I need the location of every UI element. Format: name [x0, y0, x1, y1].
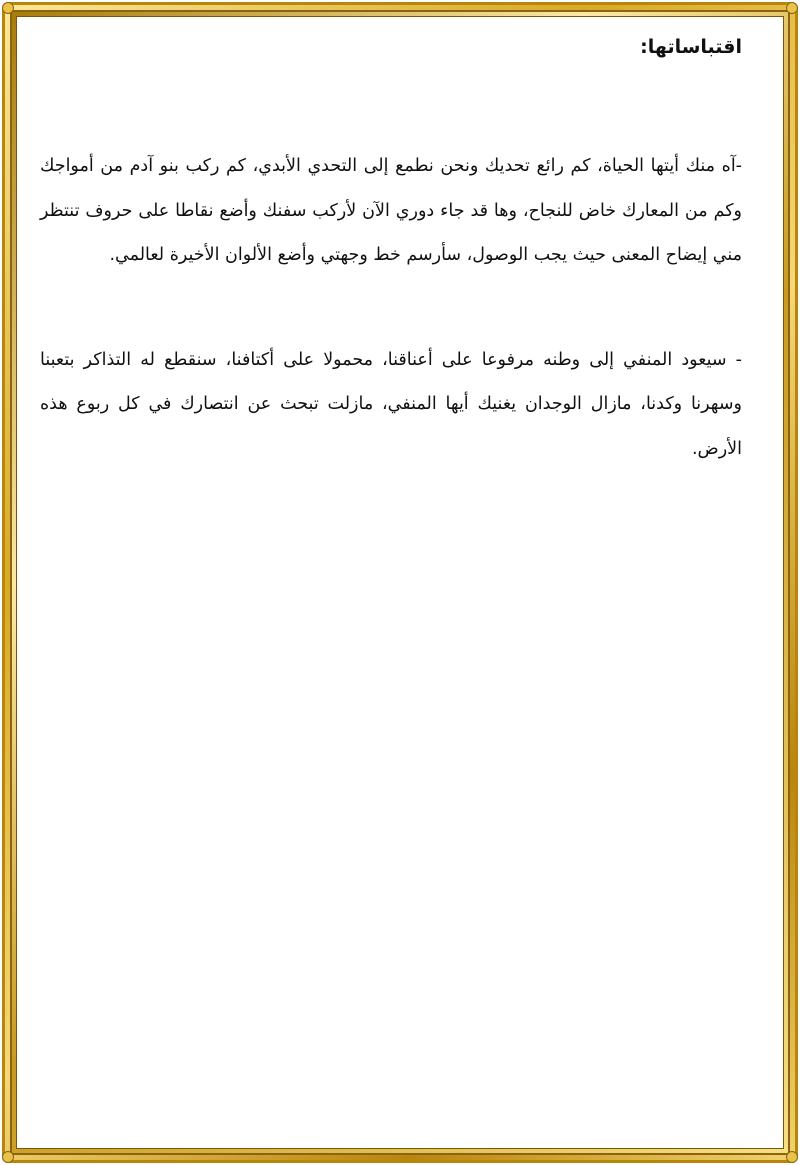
quote-paragraph: - سيعود المنفي إلى وطنه مرفوعا على أعناقنا، محمولا على أكتافنا، سنقطع له التذاكر بتعبنا وسهرنا وكدنا، مازال الوجدان يغنيك أيها المنفي، مازلت تبحث عن انتصارك في كل ربوع هذه الأرض. [40, 349, 742, 459]
document-body [40, 30, 742, 471]
frame-corner-ornament [786, 1151, 798, 1163]
frame-corner-ornament [786, 2, 798, 14]
frame-corner-ornament [2, 1151, 14, 1163]
frame-corner-ornament [2, 2, 14, 14]
section-heading: اقتباساتها: [640, 36, 742, 58]
quote-paragraph: -آه منك أيتها الحياة، كم رائع تحديك ونحن نطمع إلى التحدي الأبدي، كم ركب بنو آدم من أمواجك وكم من المعارك خاض للنجاح، وها قد جاء دوري الآن لأركب سفنك وأضع نقاطا على حروف تنتظر مني إيضاح المعنى حيث يجب الوصول، سأرسم خط وجهتي وأضع الألوان الأخيرة لعالمي. [40, 156, 742, 265]
